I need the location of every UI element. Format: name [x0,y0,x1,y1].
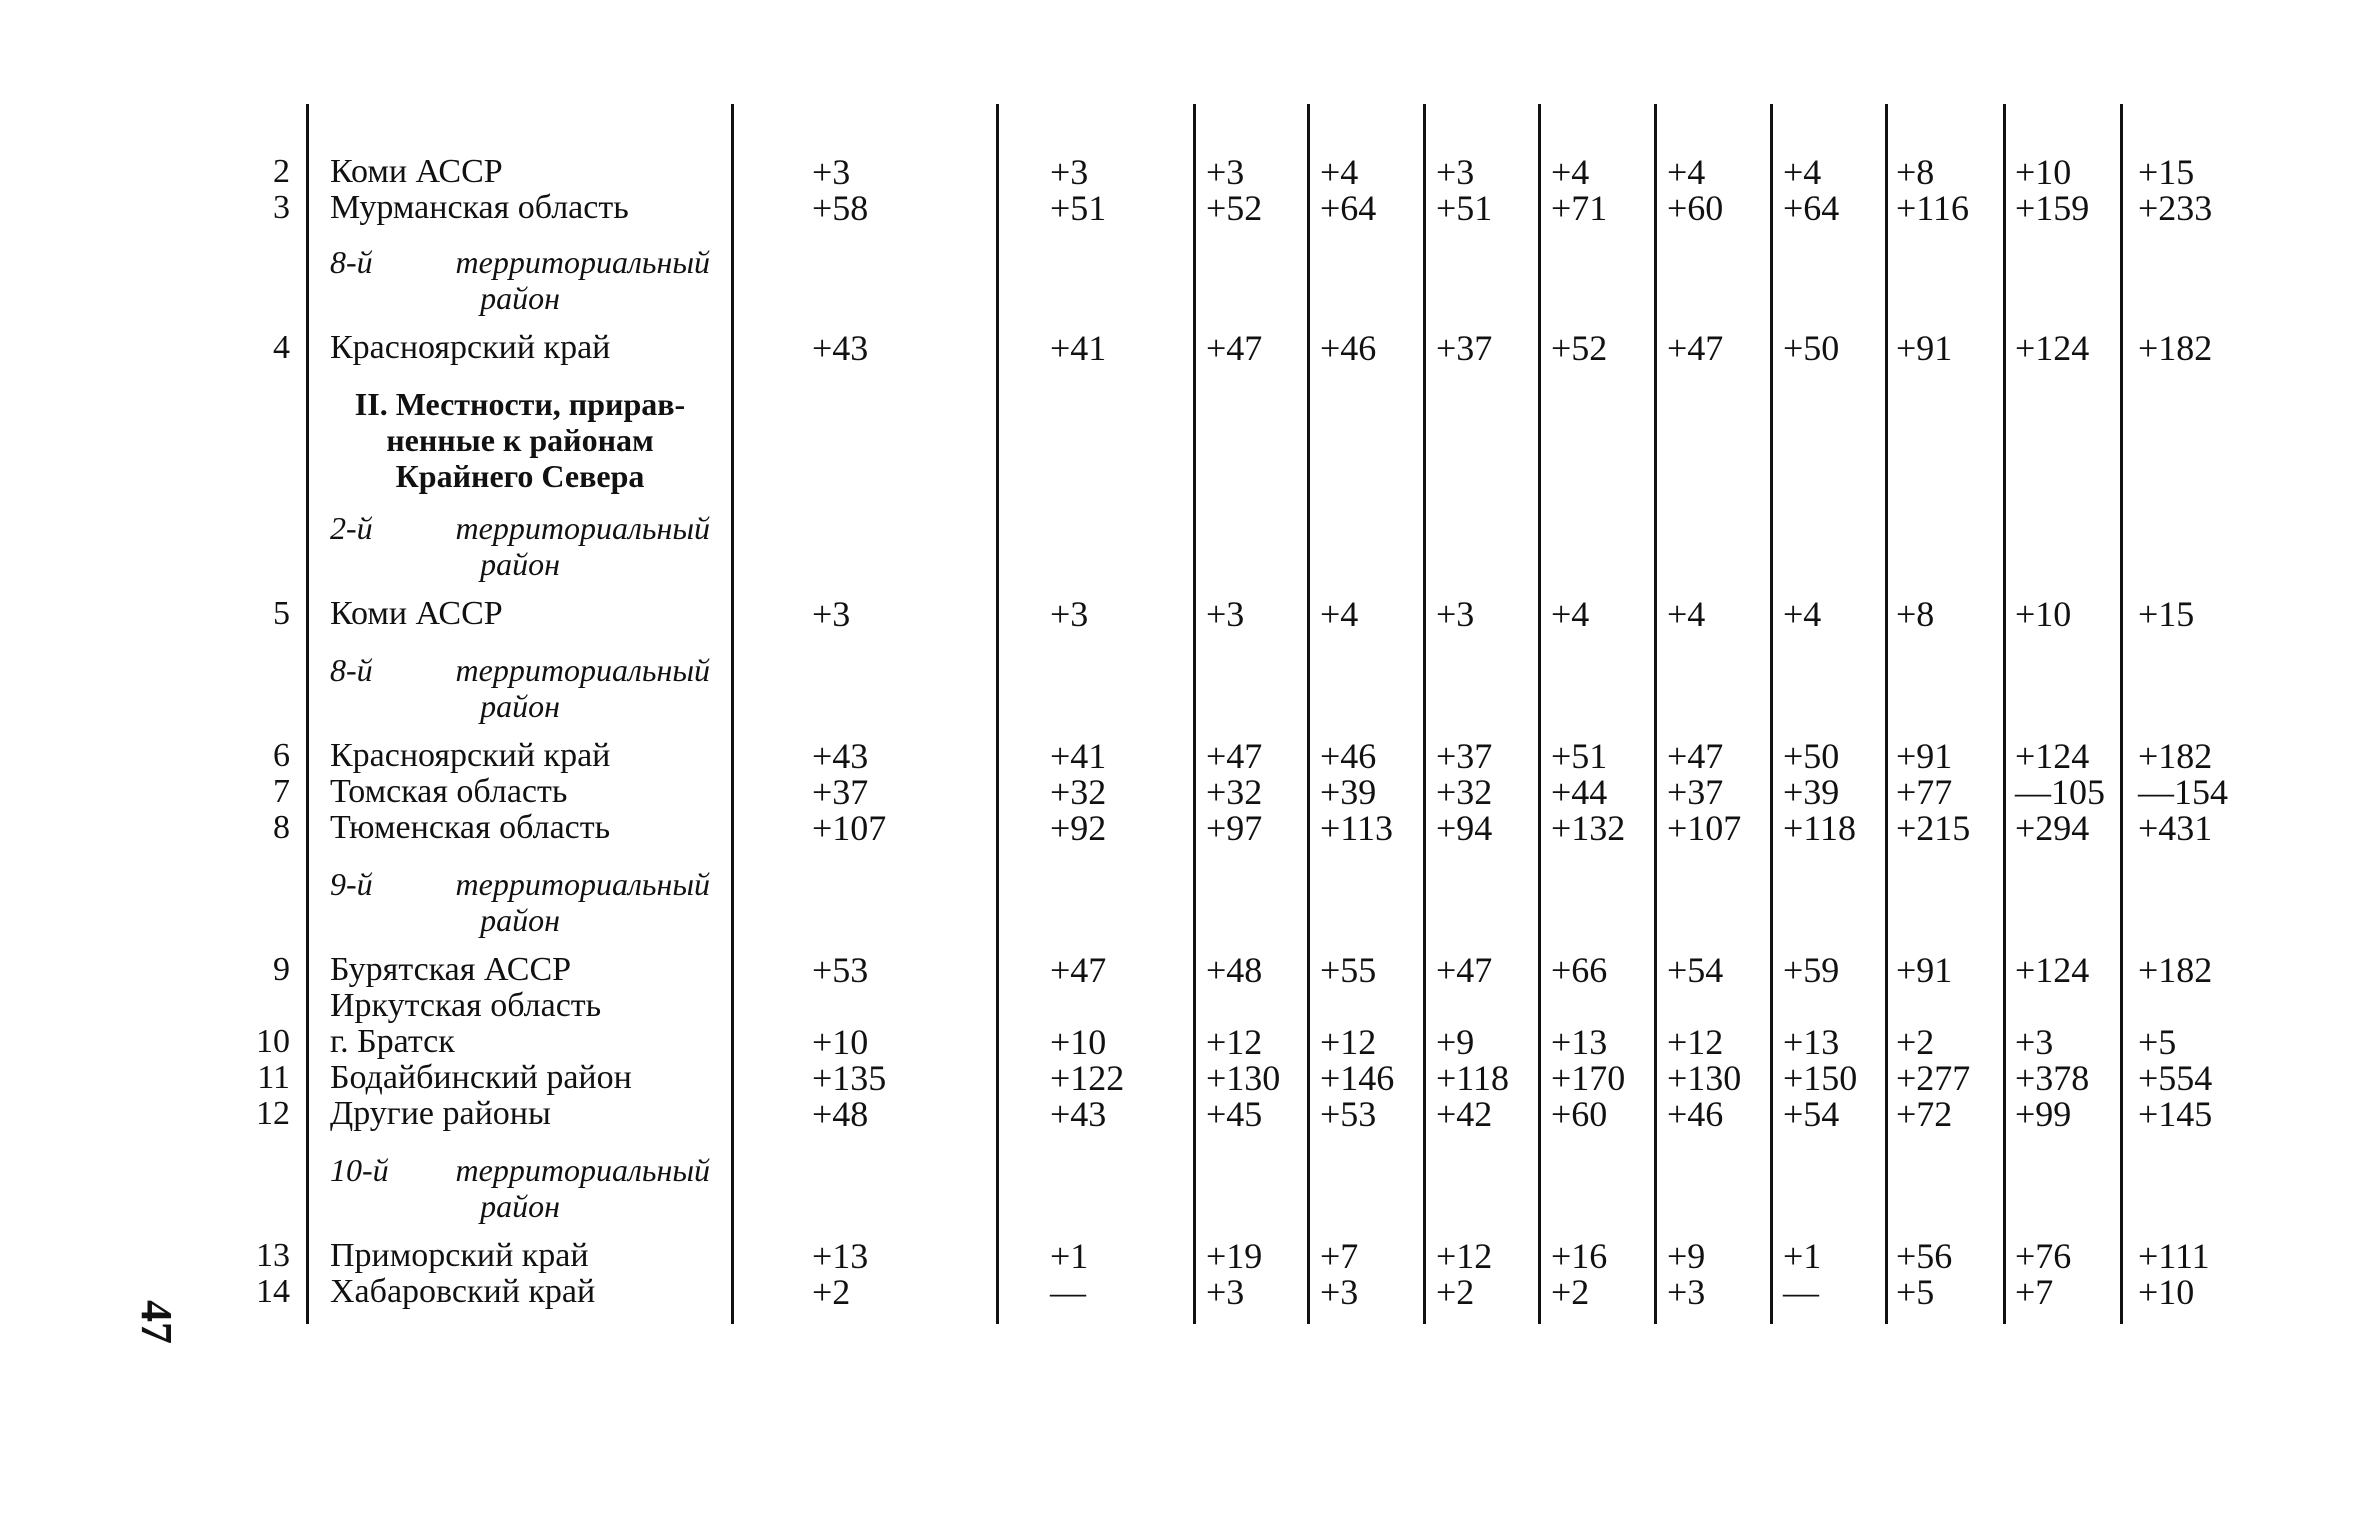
table-row [0,190,2379,226]
value-cell: +56 [1896,1236,1953,1276]
table-row [0,738,2379,774]
value-cell: +124 [2015,950,2090,990]
value-cell: +39 [1783,772,1840,812]
value-cell: +72 [1896,1094,1953,1134]
value-cell: +47 [1206,736,1263,776]
value-cell: +378 [2015,1058,2090,1098]
value-cell: +2 [1436,1272,1475,1312]
table-row [0,774,2379,810]
value-cell: +4 [1320,594,1359,634]
region-name: Мурманская область [330,189,629,226]
value-cell: +13 [812,1236,869,1276]
region-name: Иркутская область [330,987,602,1024]
value-cell: +60 [1551,1094,1608,1134]
value-cell: +91 [1896,328,1953,368]
value-cell: +12 [1667,1022,1724,1062]
value-cell: +41 [1050,328,1107,368]
row-number: 10 [256,1023,290,1060]
value-cell: +55 [1320,950,1377,990]
column-rule [2120,104,2123,1324]
value-cell: +4 [1783,594,1822,634]
row-number: 11 [257,1059,290,1096]
value-cell: +12 [1436,1236,1493,1276]
row-number: 7 [273,773,290,810]
column-rule [1307,104,1310,1324]
territorial-district-subheading: 9-й территориальный район [330,866,710,938]
value-cell: +107 [1667,808,1742,848]
territorial-district-subheading: 8-й территориальный район [330,652,710,724]
value-cell: +43 [812,736,869,776]
value-cell: +53 [812,950,869,990]
table-row [0,1238,2379,1274]
value-cell: +37 [812,772,869,812]
table-row [0,988,2379,1024]
value-cell: +10 [2138,1272,2195,1312]
value-cell: +47 [1667,736,1724,776]
region-name: Другие районы [330,1095,551,1132]
value-cell: +9 [1667,1236,1706,1276]
value-cell: +145 [2138,1094,2213,1134]
value-cell: +54 [1783,1094,1840,1134]
column-rule [2003,104,2006,1324]
row-number: 8 [273,809,290,846]
value-cell: +59 [1783,950,1840,990]
value-cell: +37 [1667,772,1724,812]
region-name: Бодайбинский район [330,1059,632,1096]
table-row [0,596,2379,632]
value-cell: +13 [1551,1022,1608,1062]
value-cell: +130 [1206,1058,1281,1098]
value-cell: +124 [2015,736,2090,776]
value-cell: +48 [1206,950,1263,990]
value-cell: +51 [1436,188,1493,228]
table-row [0,1096,2379,1132]
value-cell: +41 [1050,736,1107,776]
value-cell: +97 [1206,808,1263,848]
table-row [0,330,2379,366]
value-cell: +66 [1551,950,1608,990]
region-name: Томская область [330,773,568,810]
value-cell: +277 [1896,1058,1971,1098]
value-cell: +19 [1206,1236,1263,1276]
region-name: Коми АССР [330,595,503,632]
value-cell: +124 [2015,328,2090,368]
column-rule [1193,104,1196,1324]
value-cell: +182 [2138,950,2213,990]
value-cell: +60 [1667,188,1724,228]
value-cell: +3 [1050,152,1089,192]
value-cell: +135 [812,1058,887,1098]
region-name: Бурятская АССР [330,951,572,988]
value-cell: +43 [812,328,869,368]
value-cell: +5 [1896,1272,1935,1312]
row-number: 9 [273,951,290,988]
value-cell: +4 [1667,152,1706,192]
value-cell: +32 [1050,772,1107,812]
value-cell: +64 [1783,188,1840,228]
value-cell: +107 [812,808,887,848]
section-heading: II. Местности, прирав- ненные к районам Крайнего Севера [354,386,686,494]
column-rule [996,104,999,1324]
value-cell: +47 [1436,950,1493,990]
value-cell: +91 [1896,736,1953,776]
value-cell: +294 [2015,808,2090,848]
value-cell: +45 [1206,1094,1263,1134]
value-cell: +76 [2015,1236,2072,1276]
value-cell: +50 [1783,328,1840,368]
value-cell: +2 [1896,1022,1935,1062]
region-name: Приморский край [330,1237,589,1274]
value-cell: +12 [1320,1022,1377,1062]
territorial-district-subheading: 10-й территориальный район [330,1152,710,1224]
value-cell: — [1783,1272,1819,1312]
table-row [0,1024,2379,1060]
value-cell: +64 [1320,188,1377,228]
value-cell: +150 [1783,1058,1858,1098]
value-cell: +53 [1320,1094,1377,1134]
value-cell: —154 [2138,772,2228,812]
table-row [0,952,2379,988]
value-cell: +4 [1320,152,1359,192]
value-cell: +3 [812,594,851,634]
value-cell: +99 [2015,1094,2072,1134]
value-cell: +44 [1551,772,1608,812]
value-cell: +37 [1436,328,1493,368]
value-cell: +1 [1783,1236,1822,1276]
value-cell: +77 [1896,772,1953,812]
value-cell: +52 [1551,328,1608,368]
value-cell: +43 [1050,1094,1107,1134]
territorial-district-subheading: 2-й территориальный район [330,510,710,582]
value-cell: +46 [1320,736,1377,776]
value-cell: +47 [1050,950,1107,990]
value-cell: +3 [1050,594,1089,634]
value-cell: +92 [1050,808,1107,848]
value-cell: — [1050,1272,1086,1312]
value-cell: +46 [1667,1094,1724,1134]
table-row [0,810,2379,846]
value-cell: +130 [1667,1058,1742,1098]
column-rule [1423,104,1426,1324]
value-cell: +47 [1667,328,1724,368]
value-cell: +94 [1436,808,1493,848]
value-cell: +46 [1320,328,1377,368]
value-cell: +3 [1206,152,1245,192]
value-cell: +2 [1551,1272,1590,1312]
value-cell: +42 [1436,1094,1493,1134]
value-cell: +8 [1896,594,1935,634]
value-cell: +182 [2138,736,2213,776]
value-cell: +32 [1206,772,1263,812]
region-name: Коми АССР [330,153,503,190]
row-number: 6 [273,737,290,774]
row-number: 12 [256,1095,290,1132]
column-rule [1538,104,1541,1324]
value-cell: +16 [1551,1236,1608,1276]
column-rule [1885,104,1888,1324]
region-name: Хабаровский край [330,1273,596,1310]
value-cell: +159 [2015,188,2090,228]
value-cell: +118 [1436,1058,1509,1098]
value-cell: +8 [1896,152,1935,192]
row-number: 14 [256,1273,290,1310]
value-cell: —105 [2015,772,2105,812]
value-cell: +58 [812,188,869,228]
value-cell: +118 [1783,808,1856,848]
value-cell: +37 [1436,736,1493,776]
value-cell: +47 [1206,328,1263,368]
value-cell: +13 [1783,1022,1840,1062]
value-cell: +113 [1320,808,1393,848]
value-cell: +10 [1050,1022,1107,1062]
value-cell: +10 [2015,152,2072,192]
value-cell: +10 [812,1022,869,1062]
value-cell: +15 [2138,594,2195,634]
column-rule [731,104,734,1324]
table-row [0,1274,2379,1310]
row-number: 5 [273,595,290,632]
value-cell: +15 [2138,152,2195,192]
value-cell: +39 [1320,772,1377,812]
value-cell: +4 [1667,594,1706,634]
value-cell: +116 [1896,188,1969,228]
region-name: Красноярский край [330,329,611,366]
value-cell: +91 [1896,950,1953,990]
value-cell: +5 [2138,1022,2177,1062]
region-name: Тюменская область [330,809,611,846]
region-name: Красноярский край [330,737,611,774]
row-number: 4 [273,329,290,366]
value-cell: +12 [1206,1022,1263,1062]
value-cell: +3 [1206,1272,1245,1312]
value-cell: +146 [1320,1058,1395,1098]
value-cell: +215 [1896,808,1971,848]
value-cell: +51 [1551,736,1608,776]
value-cell: +122 [1050,1058,1125,1098]
region-name: г. Братск [330,1023,455,1060]
value-cell: +1 [1050,1236,1089,1276]
column-rule [306,104,309,1324]
value-cell: +431 [2138,808,2213,848]
value-cell: +9 [1436,1022,1475,1062]
value-cell: +4 [1551,594,1590,634]
row-number: 3 [273,189,290,226]
row-number: 2 [273,153,290,190]
column-rule [1770,104,1773,1324]
value-cell: +3 [1206,594,1245,634]
value-cell: +3 [2015,1022,2054,1062]
value-cell: +48 [812,1094,869,1134]
table-row [0,154,2379,190]
value-cell: +233 [2138,188,2213,228]
value-cell: +3 [1320,1272,1359,1312]
value-cell: +132 [1551,808,1626,848]
value-cell: +3 [1436,594,1475,634]
value-cell: +32 [1436,772,1493,812]
value-cell: +7 [1320,1236,1359,1276]
value-cell: +71 [1551,188,1608,228]
value-cell: +4 [1551,152,1590,192]
value-cell: +50 [1783,736,1840,776]
value-cell: +2 [812,1272,851,1312]
value-cell: +4 [1783,152,1822,192]
value-cell: +7 [2015,1272,2054,1312]
row-number: 13 [256,1237,290,1274]
value-cell: +554 [2138,1058,2213,1098]
territorial-district-subheading: 8-й территориальный район [330,244,710,316]
value-cell: +182 [2138,328,2213,368]
value-cell: +3 [1436,152,1475,192]
value-cell: +3 [1667,1272,1706,1312]
value-cell: +54 [1667,950,1724,990]
value-cell: +170 [1551,1058,1626,1098]
value-cell: +111 [2138,1236,2210,1276]
column-rule [1654,104,1657,1324]
value-cell: +51 [1050,188,1107,228]
table-row [0,1060,2379,1096]
value-cell: +10 [2015,594,2072,634]
value-cell: +3 [812,152,851,192]
page-number: 47 [132,1300,181,1344]
value-cell: +52 [1206,188,1263,228]
